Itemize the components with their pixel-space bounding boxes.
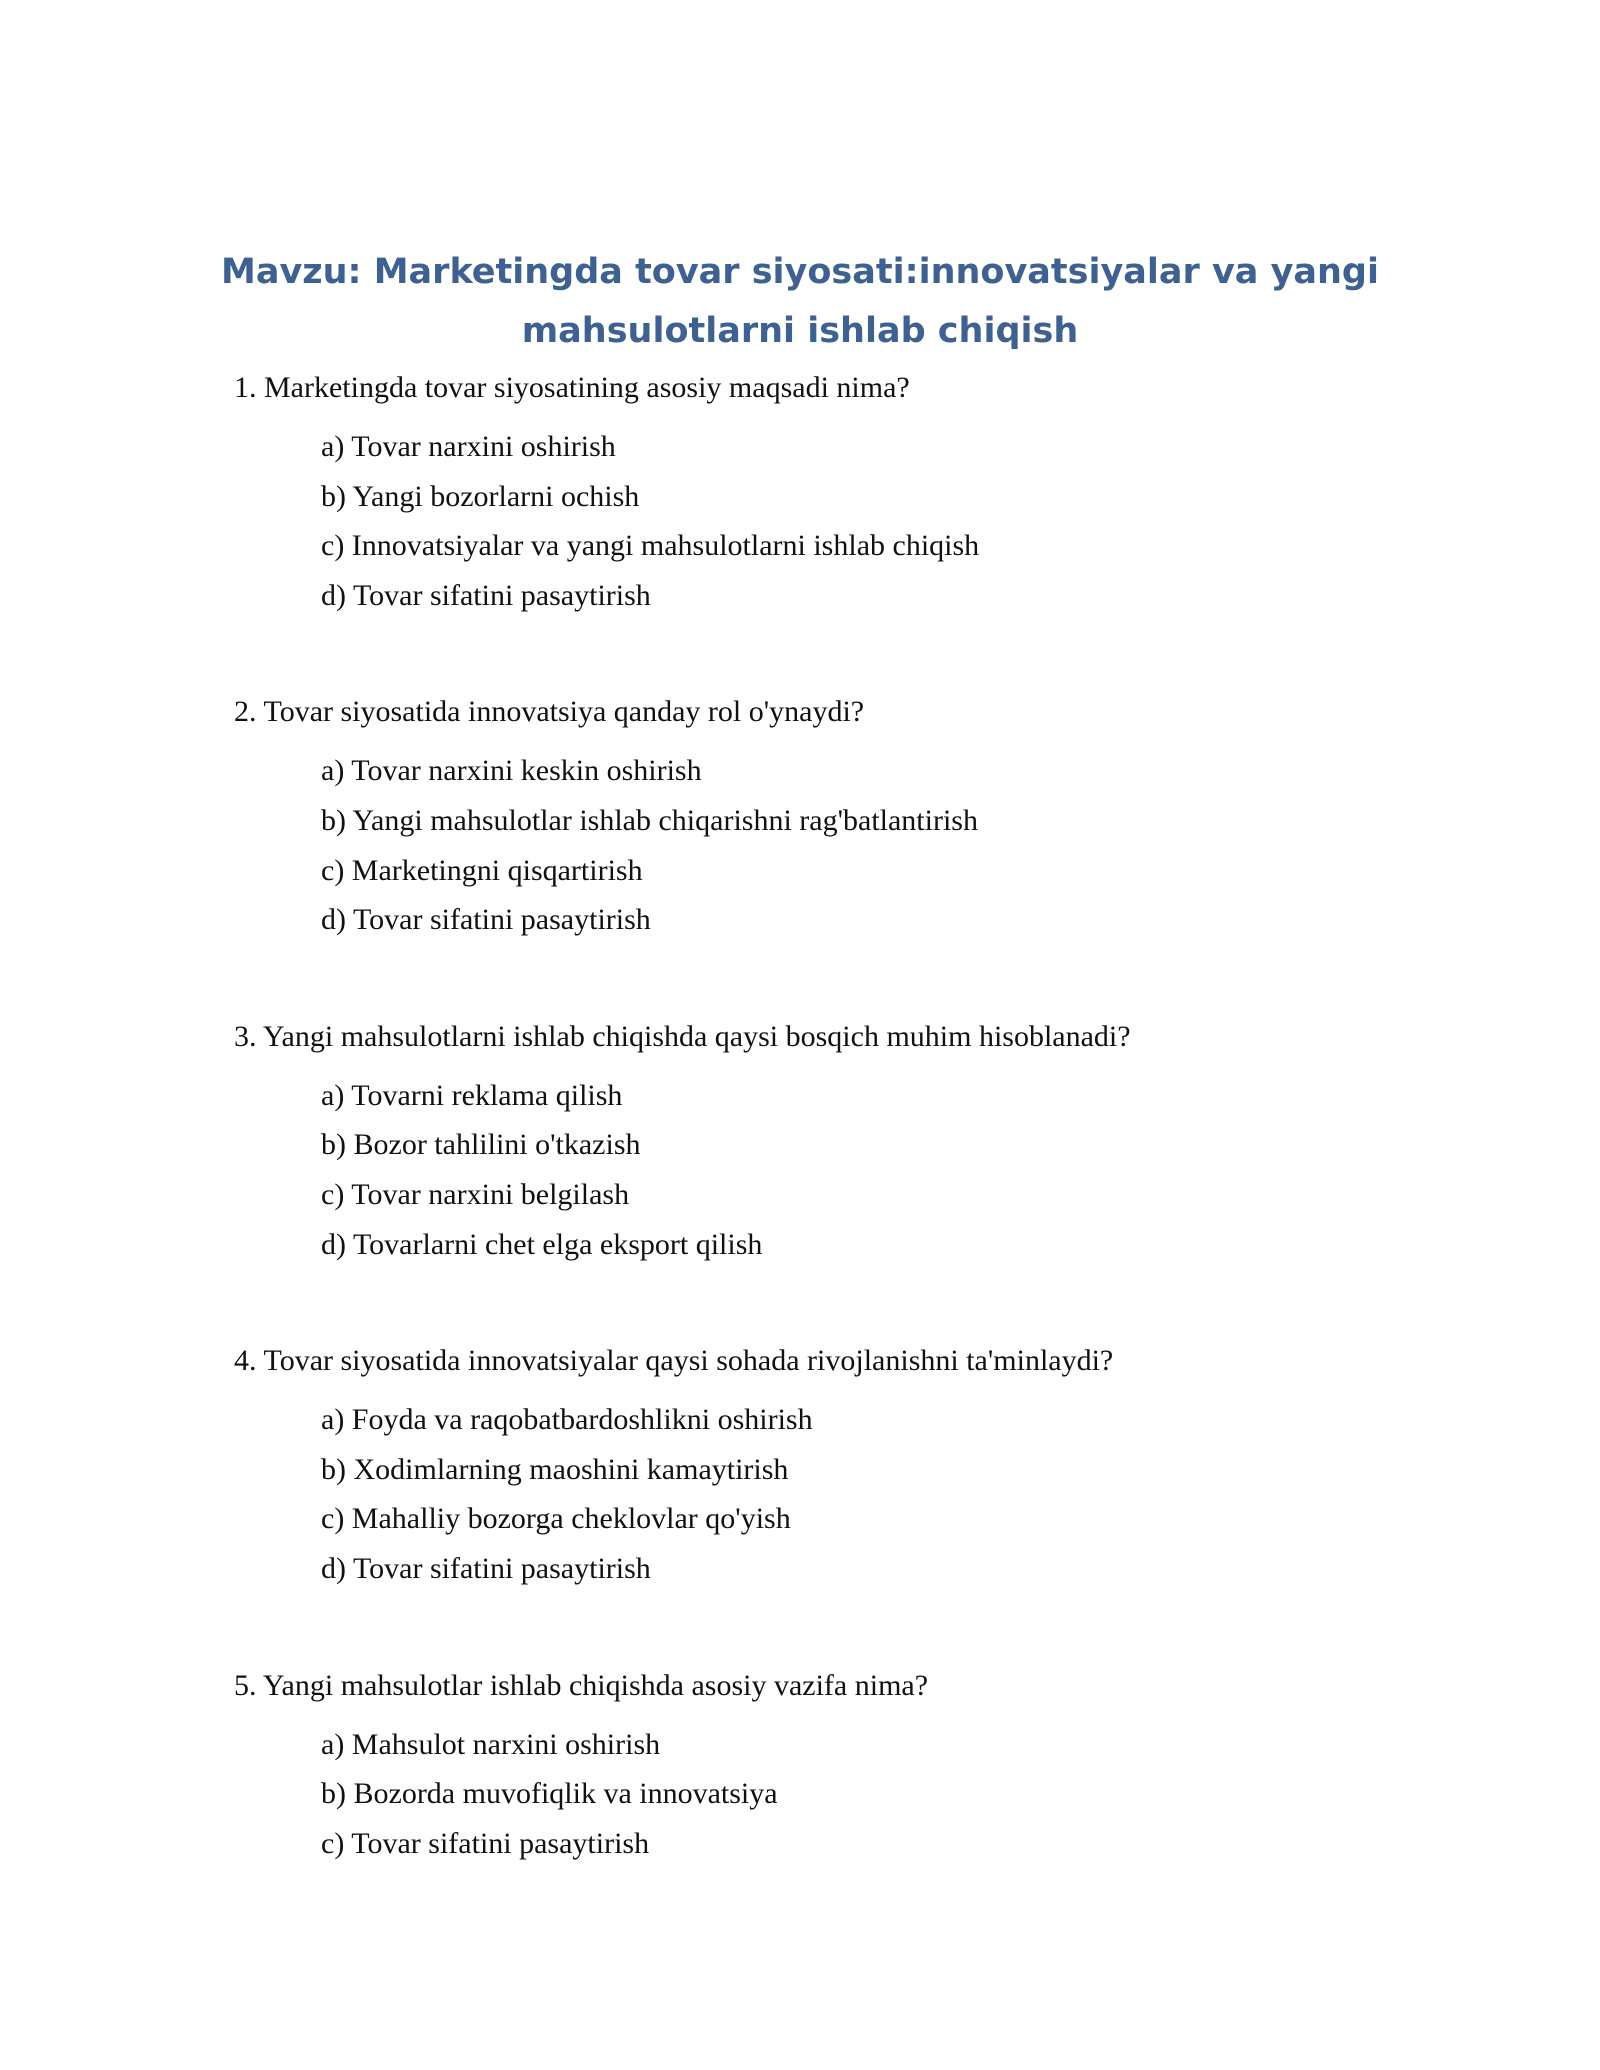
- option-list: [234, 1720, 1434, 1869]
- question-text: 1. Marketingda tovar siyosatining asosiy maqsadi nima?: [234, 371, 910, 404]
- option-a: a) Mahsulot narxini oshirish: [321, 1727, 661, 1761]
- option-c: c) Innovatsiyalar va yangi mahsulotlarni ishlab chiqish: [321, 529, 980, 563]
- option-b: b) Yangi mahsulotlar ishlab chiqarishni rag'batlantirish: [321, 803, 978, 837]
- question-5: [234, 1664, 1434, 1869]
- option-list: [234, 746, 1434, 944]
- option-a: a) Tovar narxini oshirish: [321, 430, 616, 463]
- option-c: c) Tovar sifatini pasaytirish: [321, 1826, 650, 1860]
- question-text: 4. Tovar siyosatida innovatsiyalar qaysi sohada rivojlanishni ta'minlaydi?: [234, 1344, 1114, 1378]
- page-title-line-2: mahsulotlarni ishlab chiqish: [521, 311, 1079, 351]
- question-text: 5. Yangi mahsulotlar ishlab chiqishda asosiy vazifa nima?: [234, 1668, 929, 1702]
- question-list: [234, 366, 1434, 1938]
- option-a: a) Foyda va raqobatbardoshlikni oshirish: [321, 1403, 813, 1437]
- option-c: c) Mahalliy bozorga cheklovlar qo'yish: [321, 1502, 791, 1536]
- page-title-line-1: Mavzu: Marketingda tovar siyosati:innovatsiyalar va yangi: [221, 252, 1379, 292]
- question-text: 3. Yangi mahsulotlarni ishlab chiqishda qaysi bosqich muhim hisoblanadi?: [234, 1019, 1131, 1053]
- option-b: b) Yangi bozorlarni ochish: [321, 479, 640, 513]
- option-d: d) Tovar sifatini pasaytirish: [321, 578, 651, 612]
- option-c: c) Tovar narxini belgilash: [321, 1177, 630, 1211]
- question-2: [234, 690, 1434, 944]
- option-b: b) Bozor tahlilini o'tkazish: [321, 1128, 641, 1162]
- question-text: 2. Tovar siyosatida innovatsiya qanday rol o'ynaydi?: [234, 695, 865, 729]
- option-list: [234, 1071, 1434, 1269]
- question-3: [234, 1015, 1434, 1269]
- option-list: [234, 1395, 1434, 1593]
- option-b: b) Bozorda muvofiqlik va innovatsiya: [321, 1777, 778, 1811]
- question-1: [234, 366, 1434, 620]
- option-d: d) Tovar sifatini pasaytirish: [321, 1551, 651, 1585]
- option-c: c) Marketingni qisqartirish: [321, 853, 643, 887]
- question-4: [234, 1339, 1434, 1593]
- option-list: [234, 422, 1434, 620]
- option-d: d) Tovarlarni chet elga eksport qilish: [321, 1227, 763, 1261]
- option-d: d) Tovar sifatini pasaytirish: [321, 903, 651, 937]
- option-a: a) Tovar narxini keskin oshirish: [321, 754, 702, 788]
- option-b: b) Xodimlarning maoshini kamaytirish: [321, 1452, 789, 1486]
- option-a: a) Tovarni reklama qilish: [321, 1078, 623, 1112]
